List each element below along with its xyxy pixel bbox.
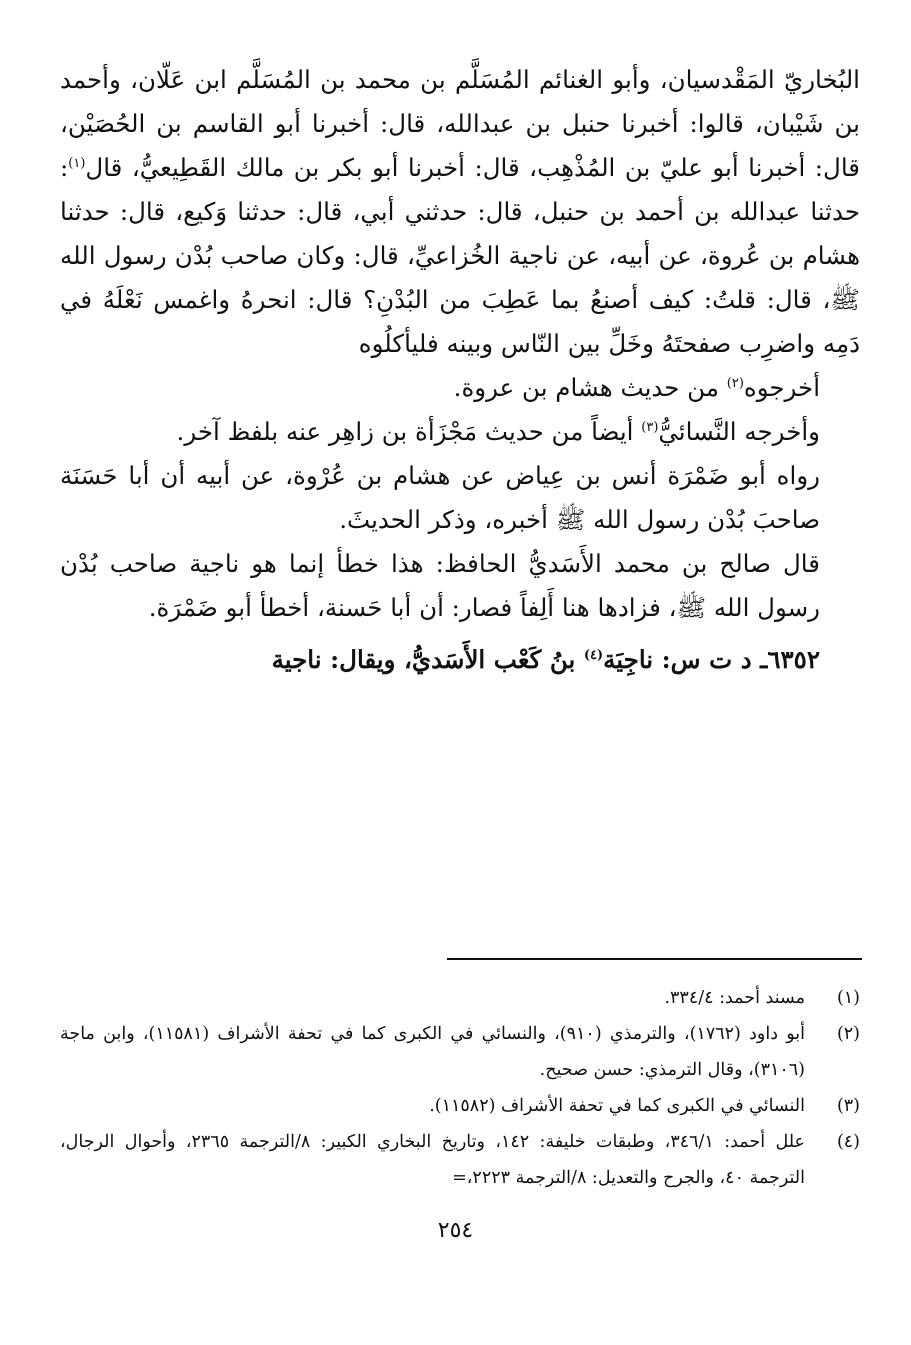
footnote-2	[60, 1016, 860, 1088]
paragraph-1-text: البُخاريّ المَقْدسيان، وأبو الغنائم المُسَلَّم بن محمد بن المُسَلَّم ابن عَلّان، وأحمد بن شَيْبان، قالوا: أخبرنا حنبل بن عبدالله، قال: أخبرنا أبو القاسم بن الحُصَيْن، قال: أخبرنا أبو عليّ بن المُذْهِب، قال: أخبرنا أبو بكر بن مالك القَطِيعيُّ، قال	[60, 65, 860, 182]
footnote-ref-1[interactable]: (١)	[68, 155, 86, 171]
footnote-number: (١)	[836, 988, 860, 1008]
paragraph-isnad	[60, 58, 860, 366]
paragraph-3-text-b: أيضاً من حديث مَجْزَأة بن زاهِر عنه بلفظ آخر.	[176, 417, 642, 446]
paragraph-takhrij-1	[60, 366, 860, 410]
entry-name: ناجِيَة	[603, 645, 662, 674]
footnotes	[60, 980, 860, 1196]
footnote-text: علل أحمد: ٣٤٦/١، وطبقات خليفة: ١٤٢، وتاريخ البخاري الكبير: ٨/الترجمة ٢٣٦٥، وأحوال الرجال، الترجمة ٤٠، والجرح والتعديل: ٨/الترجمة ٢٢٢٣،=	[60, 1132, 805, 1188]
entry-heading	[60, 638, 860, 682]
footnote-divider	[447, 958, 862, 960]
paragraph-2-text-a: أخرجوه	[743, 373, 820, 402]
paragraph-3-text-a: وأخرجه النَّسائيُّ	[658, 417, 820, 446]
page-body	[60, 58, 860, 682]
footnote-ref-3[interactable]: (٣)	[641, 419, 659, 435]
footnote-3	[60, 1088, 860, 1124]
footnote-number: (٢)	[836, 1024, 860, 1044]
footnote-text: أبو داود (١٧٦٢)، والترمذي (٩١٠)، والنسائي في الكبرى كما في تحفة الأشراف (١١٥٨١)، وابن ماجة (٣١٠٦)، وقال الترمذي: حسن صحيح.	[60, 1024, 805, 1080]
page-number: ٢٥٤	[437, 1218, 474, 1243]
footnote-1	[60, 980, 860, 1016]
footnote-4	[60, 1124, 860, 1196]
entry-number: ٦٣٥٢ـ	[760, 645, 820, 674]
footnote-text: النسائي في الكبرى كما في تحفة الأشراف (١١٥٨٢).	[429, 1096, 805, 1116]
entry-sigla: د ت س:	[661, 645, 752, 674]
footnote-ref-2[interactable]: (٢)	[726, 375, 744, 391]
footnote-ref-4[interactable]: (٤)	[583, 647, 604, 663]
paragraph-1-continuation: : حدثنا عبدالله بن أحمد بن حنبل، قال: حدثني أبي، قال: حدثنا وَكيع، قال: حدثنا هشام بن عُروة، عن أبيه، عن ناجية الخُزاعيِّ، قال: وكان صاحب بُدْن رسول الله ﷺ، قال: قلتُ: كيف أصنعُ بما عَطِبَ من البُدْنِ؟ قال: انحرهُ واغمس نَعْلَهُ في دَمِه واضرِب صفحتَهُ وخَلِّ بين النّاس وبينه فليأكلُوه	[60, 153, 860, 358]
footnote-number: (٣)	[836, 1096, 860, 1116]
paragraph-takhrij-2	[60, 410, 860, 454]
paragraph-riwaya: رواه أبو ضَمْرَة أنس بن عِياض عن هشام بن عُرْوة، عن أبيه أن أبا حَسَنَة صاحبَ بُدْن رسول الله ﷺ أخبره، وذكر الحديثَ.	[60, 461, 820, 534]
paragraph-2-text-b: من حديث هشام بن عروة.	[453, 373, 727, 402]
footnote-text: مسند أحمد: ٣٣٤/٤.	[664, 988, 805, 1008]
main-text	[60, 58, 860, 682]
footnote-number: (٤)	[836, 1132, 860, 1152]
paragraph-salih-comment: قال صالح بن محمد الأَسَديُّ الحافظ: هذا خطأ إنما هو ناجية صاحب بُدْن رسول الله ﷺ، فزادها هنا أَلِفاً فصار: أن أبا حَسنة، أخطأ أبو ضَمْرَة.	[60, 549, 820, 622]
entry-rest: بنُ كَعْب الأَسَديُّ، ويقال: ناجية	[271, 645, 584, 674]
